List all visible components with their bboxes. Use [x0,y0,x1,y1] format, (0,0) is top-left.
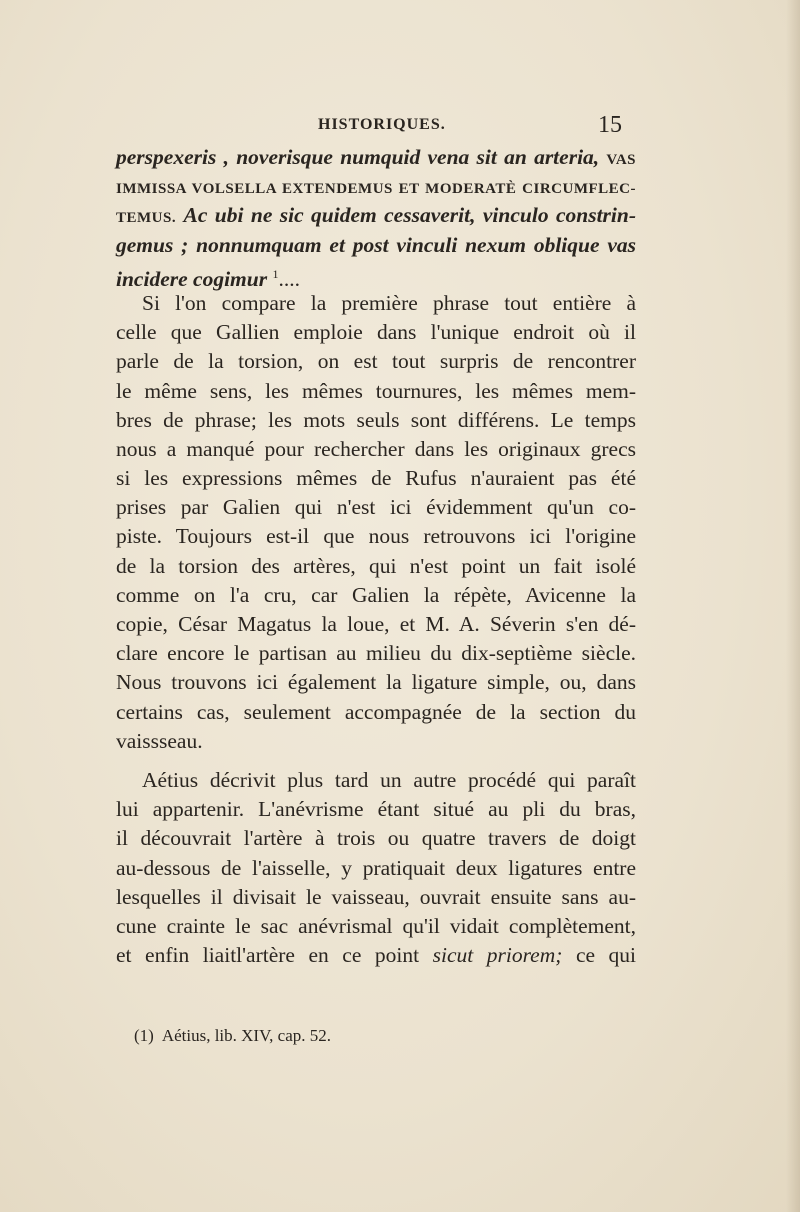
body-text [116,143,636,970]
text-line: lesquelles il divisait le vaisseau, ouvrait ensuite sans au- [116,884,636,909]
small-caps-text: IMMISSA VOLSELLA EXTENDEMUS ET MODERATÈ CIRCUMFLEC- [116,181,636,198]
text-line: prises par Galien qui n'est ici évidemment qu'un co- [116,495,636,520]
footnote-number: (1) [134,1026,154,1045]
text-segment: ce qui [575,943,637,968]
text-line: certains cas, seulement accompagnée de la section du [116,699,636,724]
text-line: Si l'on compare la première phrase tout entière à [142,290,636,315]
text-line: Aétius décrivit plus tard un autre procédé qui paraît [142,767,636,792]
small-caps-text: VAS [606,152,636,168]
ellipsis: .... [278,266,300,291]
footnote [134,1026,331,1046]
text-line: Nous trouvons ici également la ligature simple, ou, dans [116,670,636,695]
text-line: au-dessous de l'aisselle, y pratiquait deux ligatures entre [116,855,636,880]
text-line: le même sens, les mêmes tournures, les mêmes mem- [116,378,636,403]
latin-quote: incidere cogimur [116,266,268,291]
text-line: bres de phrase; les mots seuls sont différens. Le temps [116,407,636,432]
text-line: si les expressions mêmes de Rufus n'auraient pas été [116,466,636,491]
text-line: comme on l'a cru, car Galien la répète, Avicenne la [116,582,636,607]
latin-quote: perspexeris , noverisque numquid vena sit an arteria, [116,145,600,169]
text-line: il découvrait l'artère à trois ou quatre travers de doigt [116,826,636,851]
text-line: nous a manqué pour rechercher dans les originaux grecs [116,436,636,461]
text-line [116,143,636,172]
latin-quote: sicut priorem; [432,943,563,968]
text-line: copie, César Magatus la loue, et M. A. Séverin s'en dé- [116,612,636,636]
latin-quote: gemus ; nonnumquam et post vinculi nexum oblique vas [116,232,636,257]
running-head: HISTORIQUES. [318,116,446,133]
footnote-marker: 1 [272,266,279,281]
footnote-text: Aétius, lib. XIV, cap. 52. [161,1026,332,1045]
text-line: vaissseau. [116,728,203,753]
text-line [116,941,636,970]
text-line: parle de la torsion, on est tout surpris de rencontrer [116,349,636,374]
latin-quote: Ac ubi ne sic quidem cessaverit, vinculo constrin- [183,203,637,228]
text-line: de la torsion des artères, qui n'est point un fait isolé [116,553,636,578]
text-line [116,172,636,201]
page-edge-shadow [786,0,800,1212]
text-line: clare encore le partisan au milieu du dix-septième siècle. [116,641,636,666]
text-line [116,201,636,230]
text-line: celle que Gallien emploie dans l'unique endroit où il [116,320,636,345]
small-caps-text: TEMUS. [116,210,177,227]
page-number: 15 [598,112,622,138]
text-segment: et enfin liaitl'artère en ce point [116,943,420,968]
text-line: piste. Toujours est-il que nous retrouvons ici l'origine [116,524,636,549]
text-line [116,231,636,260]
text-line: cune crainte le sac anévrismal qu'il vidait complètement, [116,913,636,938]
text-line: lui appartenir. L'anévrisme étant situé au pli du bras, [116,797,636,822]
text-line [116,260,636,289]
